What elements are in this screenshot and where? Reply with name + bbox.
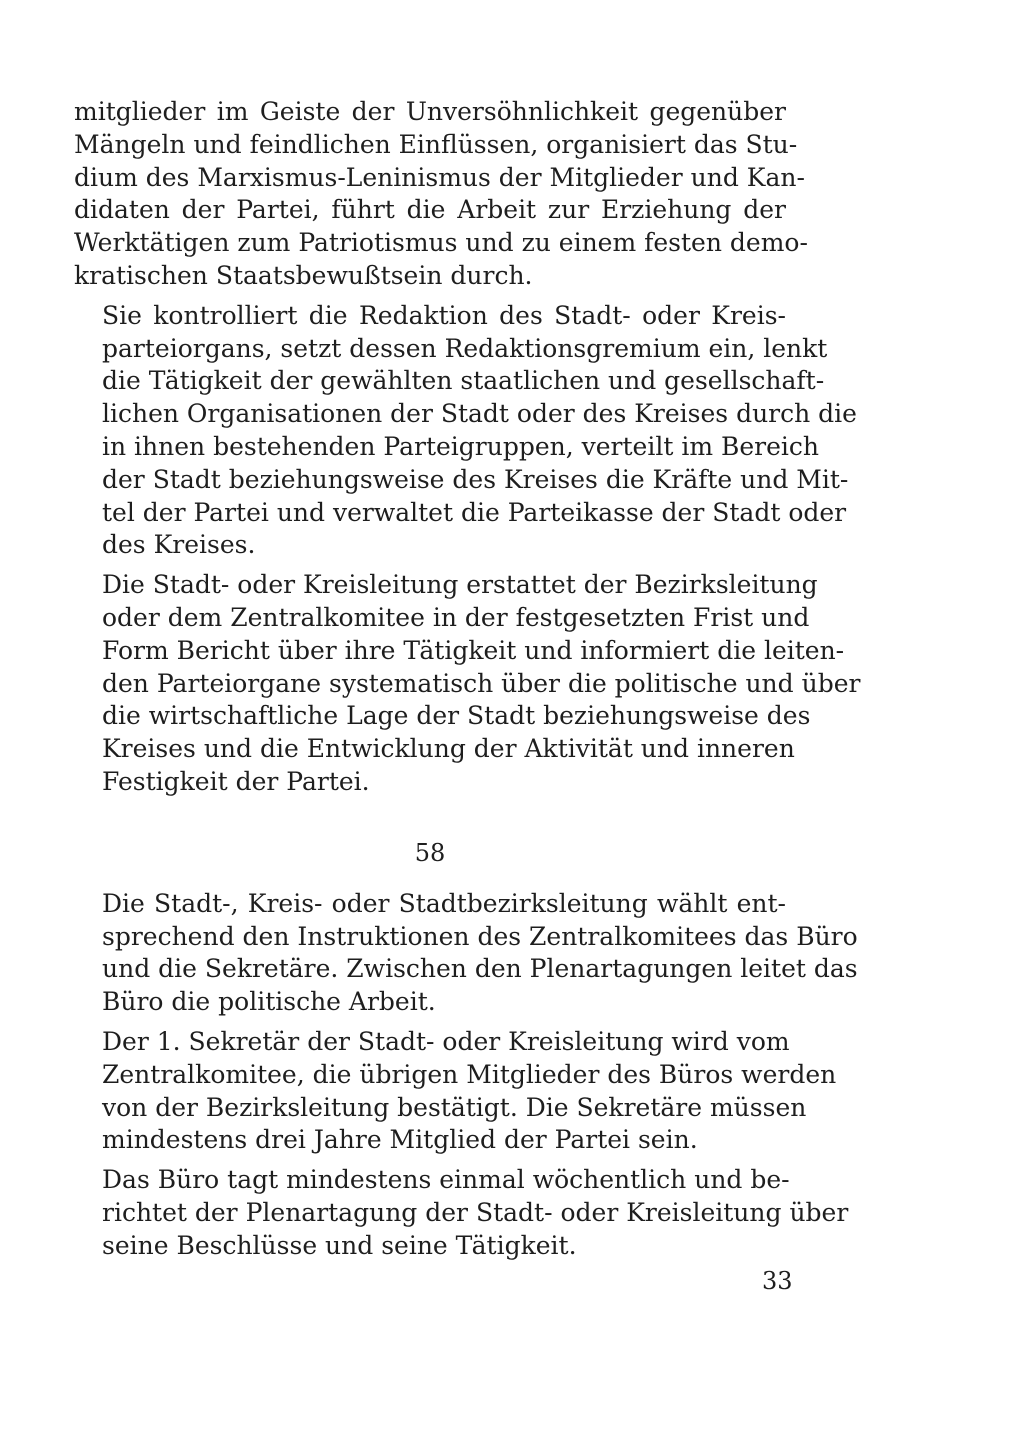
text-line: des Kreises. bbox=[102, 530, 256, 560]
text-line: Kreises und die Entwicklung der Aktivität und inneren bbox=[102, 734, 795, 764]
text-line: Das Büro tagt mindestens einmal wöchentlich und be- bbox=[102, 1165, 790, 1195]
text-line: Werktätigen zum Patriotismus und zu einem festen demo- bbox=[74, 228, 808, 258]
text-line: oder dem Zentralkomitee in der festgesetzten Frist und bbox=[102, 602, 810, 632]
text-line: Die Stadt- oder Kreisleitung erstattet der Bezirksleitung bbox=[102, 570, 818, 600]
text-line: Festigkeit der Partei. bbox=[102, 766, 370, 796]
text-line: Büro die politische Arbeit. bbox=[102, 987, 436, 1017]
text-line: Der 1. Sekretär der Stadt- oder Kreisleitung wird vom bbox=[102, 1026, 790, 1056]
paragraph-wahl bbox=[74, 888, 858, 1019]
document-page bbox=[74, 96, 861, 1270]
text-line: mitglieder im Geiste der Unversöhnlichkeit gegenüber bbox=[74, 97, 786, 126]
text-line: parteiorgans, setzt dessen Redaktionsgremium ein, lenkt bbox=[102, 333, 828, 363]
page-number: 33 bbox=[762, 1267, 793, 1295]
paragraph-continuation bbox=[74, 96, 808, 293]
text-line: lichen Organisationen der Stadt oder des Kreises durch die bbox=[102, 399, 857, 429]
text-line: den Parteiorgane systematisch über die politische und über bbox=[102, 668, 861, 698]
text-line: mindestens drei Jahre Mitglied der Partei sein. bbox=[102, 1125, 698, 1155]
paragraph-redaktion bbox=[74, 300, 857, 562]
text-line: didaten der Partei, führt die Arbeit zur Erziehung der bbox=[74, 195, 786, 225]
paragraph-sekretaer bbox=[74, 1026, 837, 1157]
text-line: und die Sekretäre. Zwischen den Plenartagungen leitet das bbox=[102, 954, 858, 984]
text-line: von der Bezirksleitung bestätigt. Die Sekretäre müssen bbox=[102, 1092, 807, 1122]
text-line: Zentralkomitee, die übrigen Mitglieder des Büros werden bbox=[102, 1059, 837, 1089]
text-line: Form Bericht über ihre Tätigkeit und informiert die leiten- bbox=[102, 635, 845, 665]
text-line: tel der Partei und verwaltet die Parteikasse der Stadt oder bbox=[102, 497, 847, 527]
text-line: dium des Marxismus-Leninismus der Mitglieder und Kan- bbox=[74, 162, 805, 192]
section-number: 58 bbox=[414, 838, 446, 867]
text-line: die wirtschaftliche Lage der Stadt beziehungsweise des bbox=[102, 701, 811, 731]
text-line: der Stadt beziehungsweise des Kreises die Kräfte und Mit- bbox=[102, 464, 849, 494]
text-line: Die Stadt-, Kreis- oder Stadtbezirksleitung wählt ent- bbox=[102, 888, 786, 918]
text-line: in ihnen bestehenden Parteigruppen, verteilt im Bereich bbox=[102, 431, 819, 461]
text-line: Sie kontrolliert die Redaktion des Stadt- oder Kreis- bbox=[102, 300, 786, 330]
text-line: seine Beschlüsse und seine Tätigkeit. bbox=[102, 1230, 577, 1260]
text-line: kratischen Staatsbewußtsein durch. bbox=[74, 260, 533, 290]
paragraph-bericht bbox=[74, 569, 861, 799]
text-line: richtet der Plenartagung der Stadt- oder Kreisleitung über bbox=[102, 1197, 849, 1227]
text-line: sprechend den Instruktionen des Zentralkomitees das Büro bbox=[102, 921, 858, 951]
text-line: Mängeln und feindlichen Einflüssen, organisiert das Stu- bbox=[74, 129, 798, 159]
paragraph-buero bbox=[74, 1164, 849, 1262]
text-line: die Tätigkeit der gewählten staatlichen und gesellschaft- bbox=[102, 366, 825, 396]
